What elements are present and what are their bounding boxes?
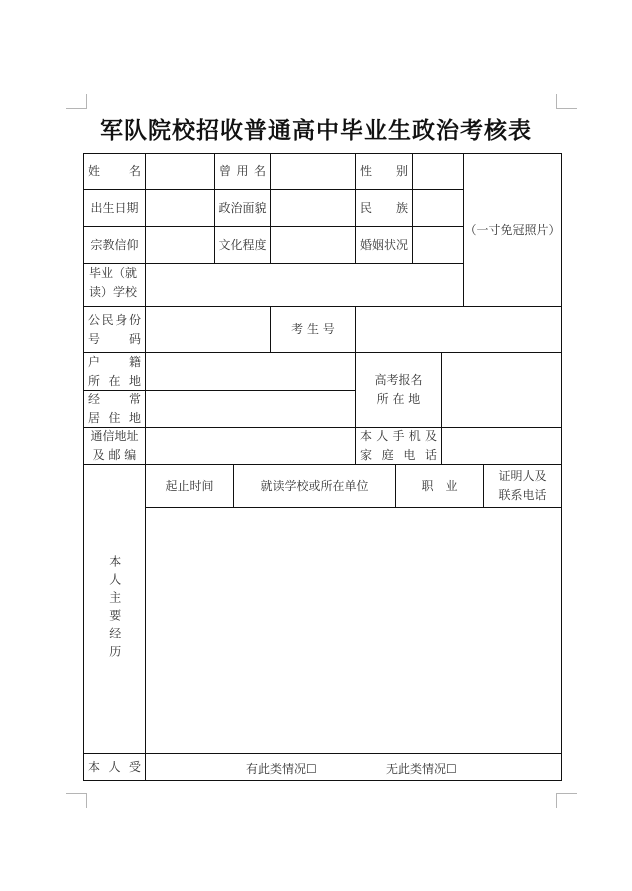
- name-field[interactable]: [145, 153, 215, 190]
- photo-box[interactable]: [463, 153, 562, 307]
- exam-location-field[interactable]: [441, 352, 562, 428]
- label-address: 通信地址 及 邮 编: [83, 427, 146, 465]
- label-name: 姓 名: [83, 153, 146, 190]
- religion-field[interactable]: [145, 226, 215, 264]
- label-political-status: 政治面貌: [214, 189, 271, 227]
- political-status-field[interactable]: [270, 189, 356, 227]
- crop-mark-top-left: [66, 94, 87, 109]
- household-field[interactable]: [145, 352, 356, 391]
- exp-header-school-unit: 就读学校或所在单位: [233, 464, 396, 508]
- address-field[interactable]: [145, 427, 356, 465]
- label-exam-number: 考 生 号: [270, 306, 356, 353]
- label-residence: 经 常 居 住 地: [83, 390, 146, 428]
- checkbox-no-case[interactable]: 无此类情况☐: [386, 762, 457, 776]
- label-household: 户 籍 所 在 地: [83, 352, 146, 391]
- label-phone: 本人手机及 家 庭 电 话: [355, 427, 442, 465]
- gender-field[interactable]: [412, 153, 464, 190]
- label-received: 本 人 受: [83, 753, 146, 781]
- crop-mark-bottom-left: [66, 793, 87, 808]
- former-name-field[interactable]: [270, 153, 356, 190]
- label-religion: 宗教信仰: [83, 226, 146, 264]
- label-gender: 性 别: [355, 153, 413, 190]
- photo-label: （一寸免冠照片）: [464, 222, 561, 237]
- residence-field[interactable]: [145, 390, 356, 428]
- label-birth-date: 出生日期: [83, 189, 146, 227]
- marital-status-field[interactable]: [412, 226, 464, 264]
- checkbox-has-case[interactable]: 有此类情况☐: [246, 762, 317, 776]
- crop-mark-top-right: [556, 94, 577, 109]
- label-experience: 本人主要经历: [83, 464, 146, 754]
- birth-date-field[interactable]: [145, 189, 215, 227]
- graduate-school-field[interactable]: [145, 263, 464, 307]
- phone-field[interactable]: [441, 427, 562, 465]
- experience-field[interactable]: [145, 507, 562, 754]
- exp-header-occupation: 职 业: [395, 464, 484, 508]
- crop-mark-bottom-right: [556, 793, 577, 808]
- label-former-name: 曾 用 名: [214, 153, 271, 190]
- label-marital-status: 婚姻状况: [355, 226, 413, 264]
- ethnicity-field[interactable]: [412, 189, 464, 227]
- exp-header-start-end: 起止时间: [145, 464, 234, 508]
- label-exam-location: 高考报名 所 在 地: [355, 352, 442, 428]
- education-field[interactable]: [270, 226, 356, 264]
- label-graduate-school: 毕业（就 读）学校: [83, 263, 146, 307]
- form-title: 军队院校招收普通高中毕业生政治考核表: [100, 118, 532, 144]
- received-options: [145, 753, 562, 781]
- id-number-field[interactable]: [145, 306, 271, 353]
- exp-header-witness: 证明人及 联系电话: [483, 464, 562, 508]
- label-education: 文化程度: [214, 226, 271, 264]
- label-id-number: 公民身份 号 码: [83, 306, 146, 353]
- exam-number-field[interactable]: [355, 306, 562, 353]
- label-ethnicity: 民 族: [355, 189, 413, 227]
